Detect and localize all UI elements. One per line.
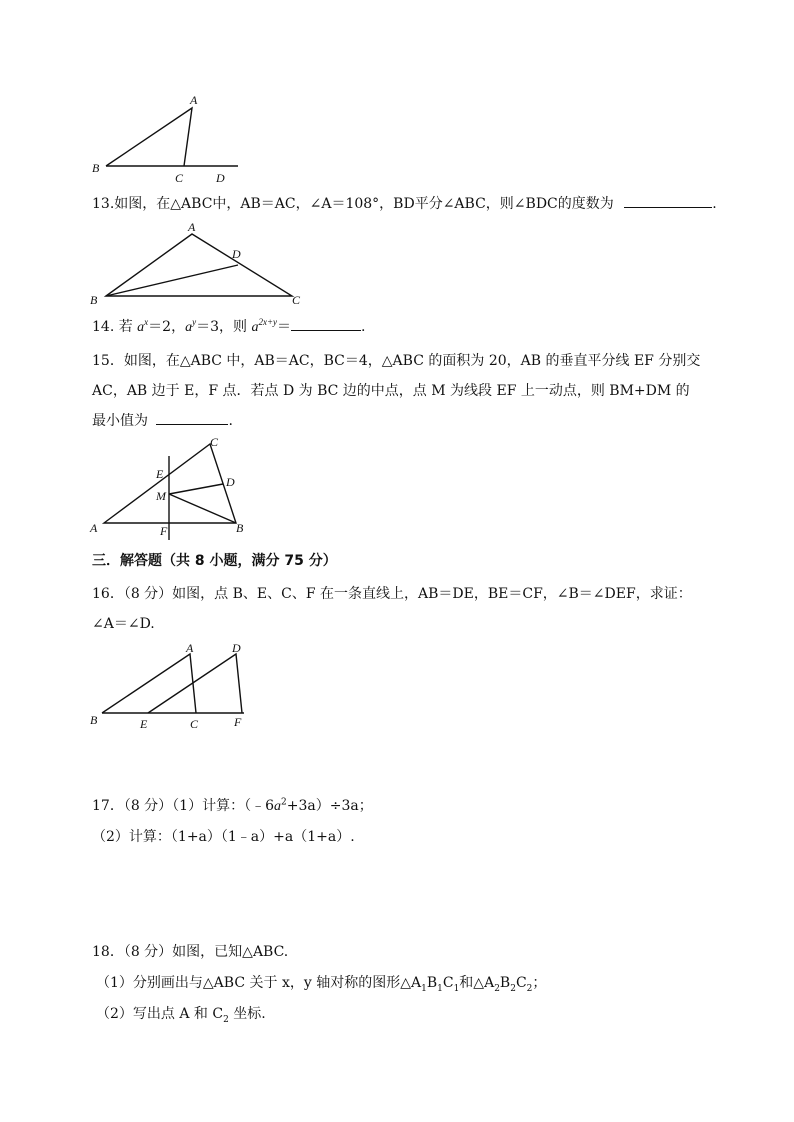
question-18-line3 — [96, 1003, 266, 1025]
label-M: M — [156, 489, 166, 503]
section-3-heading: 三．解答题（共 8 小题，满分 75 分） — [92, 553, 337, 569]
figure-q12 — [80, 90, 250, 185]
q18-line2-end: ； — [532, 975, 547, 991]
sub-1: 1 — [453, 983, 460, 994]
sub-2: 2 — [494, 983, 500, 994]
sub-1: 1 — [437, 983, 443, 994]
label-F: F — [234, 715, 242, 729]
label-B: B — [90, 713, 98, 727]
q18-b2: B — [499, 975, 511, 991]
label-E: E — [156, 467, 164, 481]
label-D: D — [232, 247, 241, 261]
q18-part2-end: 坐标. — [228, 1006, 266, 1022]
sub-1: 1 — [421, 983, 427, 994]
q14-var-a2: a — [185, 320, 193, 335]
q14-exp-2xy: 2x+y — [258, 317, 278, 328]
label-A: A — [190, 93, 198, 107]
q18-part2-text: （2）写出点 A 和 C — [96, 1006, 224, 1022]
question-16-line1: 16．（8 分）如图，点 B、E、C、F 在一条直线上，AB＝DE，BE＝CF，∠B＝∠DEF，求证： — [92, 586, 692, 602]
label-B: B — [90, 293, 98, 307]
question-16-line2: ∠A＝∠D. — [92, 616, 155, 632]
q14-end: . — [361, 319, 366, 335]
q14-eq2: ＝3，则 — [196, 319, 248, 335]
label-B: B — [236, 521, 244, 535]
q14-eq3: ＝ — [277, 319, 292, 335]
q14-exp-x: x — [144, 317, 149, 328]
sub-2: 2 — [223, 1014, 229, 1025]
q14-number: 14. — [92, 319, 115, 335]
label-A: A — [186, 641, 194, 655]
q18-c2: C — [515, 975, 527, 991]
q17-part1-b: +3a）÷3a； — [286, 798, 373, 814]
q17-part1-a: 17．（8 分）（1）计算：（﹣6 — [92, 798, 274, 814]
figure-q13 — [84, 222, 314, 310]
label-F: F — [160, 524, 168, 538]
label-D: D — [232, 641, 241, 655]
label-D: D — [226, 475, 235, 489]
question-18-line2 — [96, 972, 546, 994]
label-E: E — [140, 717, 148, 731]
question-17-line2: （2）计算：（1+a）（1﹣a）+a（1+a）. — [92, 829, 355, 845]
answer-blank-q14[interactable] — [291, 318, 361, 331]
figure-q16 — [86, 638, 256, 733]
q18-part1-text: （1）分别画出与△ABC 关于 x，y 轴对称的图形△A — [96, 975, 422, 991]
q18-b1: B — [426, 975, 438, 991]
question-18-line1: 18．（8 分）如图，已知△ABC. — [92, 944, 289, 960]
q14-var-a: a — [137, 320, 145, 335]
question-15-line2: AC，AB 边于 E，F 点．若点 D 为 BC 边的中点，点 M 为线段 EF 上一动点，则 BM+DM 的 — [92, 383, 690, 399]
question-13 — [92, 193, 717, 213]
q13-text: 如图，在△ABC中，AB＝AC，∠A＝108°，BD平分∠ABC，则∠BDC的度数为 — [114, 196, 614, 212]
q17-var-a: a — [274, 799, 281, 814]
label-C: C — [292, 293, 301, 307]
q17-square: 2 — [281, 797, 287, 808]
answer-blank-q15[interactable] — [156, 412, 228, 425]
q18-and: 和△A — [459, 975, 495, 991]
label-D: D — [216, 171, 225, 185]
label-A: A — [188, 222, 196, 234]
q14-var-a3: a — [251, 320, 259, 335]
q15-end: . — [228, 413, 233, 429]
question-15-line1: 15．如图，在△ABC 中，AB＝AC，BC＝4，△ABC 的面积为 20，AB 的垂直平分线 EF 分别交 — [92, 353, 701, 369]
q14-eq1: ＝2， — [148, 319, 186, 335]
question-15-line3 — [92, 410, 233, 430]
sub-2: 2 — [510, 983, 516, 994]
q18-c1: C — [442, 975, 454, 991]
answer-blank-q13[interactable] — [624, 195, 712, 208]
sub-2: 2 — [526, 983, 533, 994]
label-C: C — [190, 717, 199, 731]
figure-q15 — [86, 436, 256, 544]
question-14 — [92, 316, 365, 336]
label-C: C — [210, 436, 219, 449]
question-17-line1 — [92, 795, 373, 815]
q13-number: 13. — [92, 196, 115, 212]
label-B: B — [92, 161, 100, 175]
q13-end: . — [712, 196, 717, 212]
label-C: C — [175, 171, 184, 185]
label-A: A — [90, 521, 98, 535]
q14-pre: 若 — [118, 319, 133, 335]
q14-exp-y: y — [192, 317, 197, 328]
q15-min-label: 最小值为 — [92, 413, 148, 429]
